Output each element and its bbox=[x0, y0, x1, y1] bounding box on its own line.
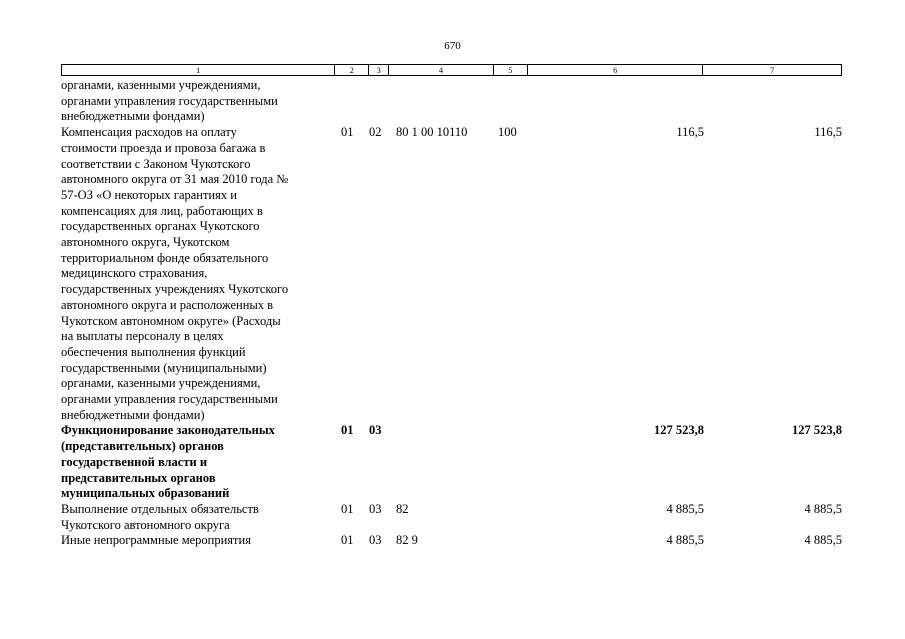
row-name-line: стоимости проезда и провоза багажа в bbox=[61, 140, 266, 155]
row-name-line: государственными (муниципальными) bbox=[61, 360, 267, 375]
row-name-line: государственных органах Чукотского bbox=[61, 219, 260, 234]
cell-c3 bbox=[369, 78, 389, 125]
row-name-line: внебюджетными фондами) bbox=[61, 407, 205, 422]
cell-c4: 82 bbox=[396, 501, 409, 516]
cell-c2: 01 bbox=[341, 533, 354, 548]
cell-c6: 4 885,5 bbox=[666, 533, 704, 548]
row-name-line: органами управления государственными bbox=[61, 392, 278, 407]
cell-c3: 03 bbox=[369, 533, 382, 548]
row-name bbox=[61, 78, 335, 125]
row-name-line: автономного округа и расположенных в bbox=[61, 297, 274, 312]
row-name-line: представительных органов bbox=[61, 470, 216, 485]
row-name-line: органами, казенными учреждениями, bbox=[61, 78, 261, 92]
page-number: 670 bbox=[444, 40, 461, 52]
row-name-line: Выполнение отдельных обязательств bbox=[61, 501, 259, 516]
cell-c4 bbox=[389, 423, 494, 502]
row-name bbox=[61, 423, 335, 502]
row-name bbox=[61, 533, 335, 549]
row-name-line: автономного округа от 31 мая 2010 года № bbox=[61, 172, 289, 187]
cell-c2 bbox=[335, 78, 369, 125]
header-col-5: 5 bbox=[494, 65, 528, 75]
cell-c4: 80 1 00 10110 bbox=[396, 125, 468, 140]
row-name-line: на выплаты персоналу в целях bbox=[61, 329, 224, 344]
table-header bbox=[61, 64, 842, 76]
row-name-line: Чукотского автономного округа bbox=[61, 517, 230, 532]
header-col-2: 2 bbox=[335, 65, 369, 75]
cell-c4 bbox=[389, 78, 494, 125]
cell-c4: 82 9 bbox=[396, 533, 418, 548]
row-name-line: внебюджетными фондами) bbox=[61, 109, 205, 124]
cell-c3: 02 bbox=[369, 125, 382, 140]
row-name-line: компенсациях для лиц, работающих в bbox=[61, 203, 263, 218]
row-name-line: государственных учреждениях Чукотского bbox=[61, 282, 289, 297]
cell-c2: 01 bbox=[341, 501, 354, 516]
row-name-line: органами, казенными учреждениями, bbox=[61, 376, 261, 391]
cell-c6: 4 885,5 bbox=[666, 501, 704, 516]
cell-c7 bbox=[704, 78, 842, 125]
row-name-line: обеспечения выполнения функций bbox=[61, 344, 246, 359]
cell-c6: 116,5 bbox=[676, 125, 704, 140]
cell-c7: 127 523,8 bbox=[792, 423, 842, 438]
row-name-line: Компенсация расходов на оплату bbox=[61, 125, 237, 140]
table-row bbox=[61, 502, 842, 533]
cell-c5 bbox=[494, 78, 528, 125]
cell-c2: 01 bbox=[341, 125, 354, 140]
row-name-line: соответствии с Законом Чукотского bbox=[61, 156, 251, 171]
cell-c7: 4 885,5 bbox=[804, 533, 842, 548]
row-name-line: автономного округа, Чукотском bbox=[61, 235, 230, 250]
row-name-line: муниципальных образований bbox=[61, 486, 230, 501]
row-name bbox=[61, 125, 335, 423]
row-name bbox=[61, 502, 335, 533]
table-row bbox=[61, 423, 842, 502]
row-name-line: 57-ОЗ «О некоторых гарантиях и bbox=[61, 187, 237, 202]
row-name-line: государственной власти и bbox=[61, 454, 208, 469]
header-col-6: 6 bbox=[528, 65, 704, 75]
table-row bbox=[61, 78, 842, 125]
cell-c6 bbox=[528, 78, 704, 125]
cell-c5 bbox=[494, 423, 528, 502]
cell-c7: 116,5 bbox=[814, 125, 842, 140]
cell-c3: 03 bbox=[369, 423, 382, 438]
row-name-line: медицинского страхования, bbox=[61, 266, 208, 281]
cell-c3: 03 bbox=[369, 501, 382, 516]
row-name-line: (представительных) органов bbox=[61, 439, 224, 454]
table-body bbox=[61, 78, 842, 549]
row-name-line: органами управления государственными bbox=[61, 93, 278, 108]
header-col-3: 3 bbox=[369, 65, 389, 75]
row-name-line: Функционирование законодательных bbox=[61, 423, 275, 438]
header-col-1: 1 bbox=[62, 65, 335, 75]
row-name-line: территориальном фонде обязательного bbox=[61, 250, 269, 265]
cell-c7: 4 885,5 bbox=[804, 501, 842, 516]
table-row bbox=[61, 125, 842, 423]
row-name-line: Чукотском автономном округе» (Расходы bbox=[61, 313, 281, 328]
header-col-7: 7 bbox=[770, 66, 775, 75]
cell-c5: 100 bbox=[498, 125, 517, 140]
header-col-4: 4 bbox=[389, 65, 494, 75]
cell-c5 bbox=[494, 533, 528, 549]
row-name-line: Иные непрограммные мероприятия bbox=[61, 533, 251, 548]
cell-c6: 127 523,8 bbox=[654, 423, 704, 438]
table-row bbox=[61, 533, 842, 549]
cell-c5 bbox=[494, 502, 528, 533]
cell-c2: 01 bbox=[341, 423, 354, 438]
